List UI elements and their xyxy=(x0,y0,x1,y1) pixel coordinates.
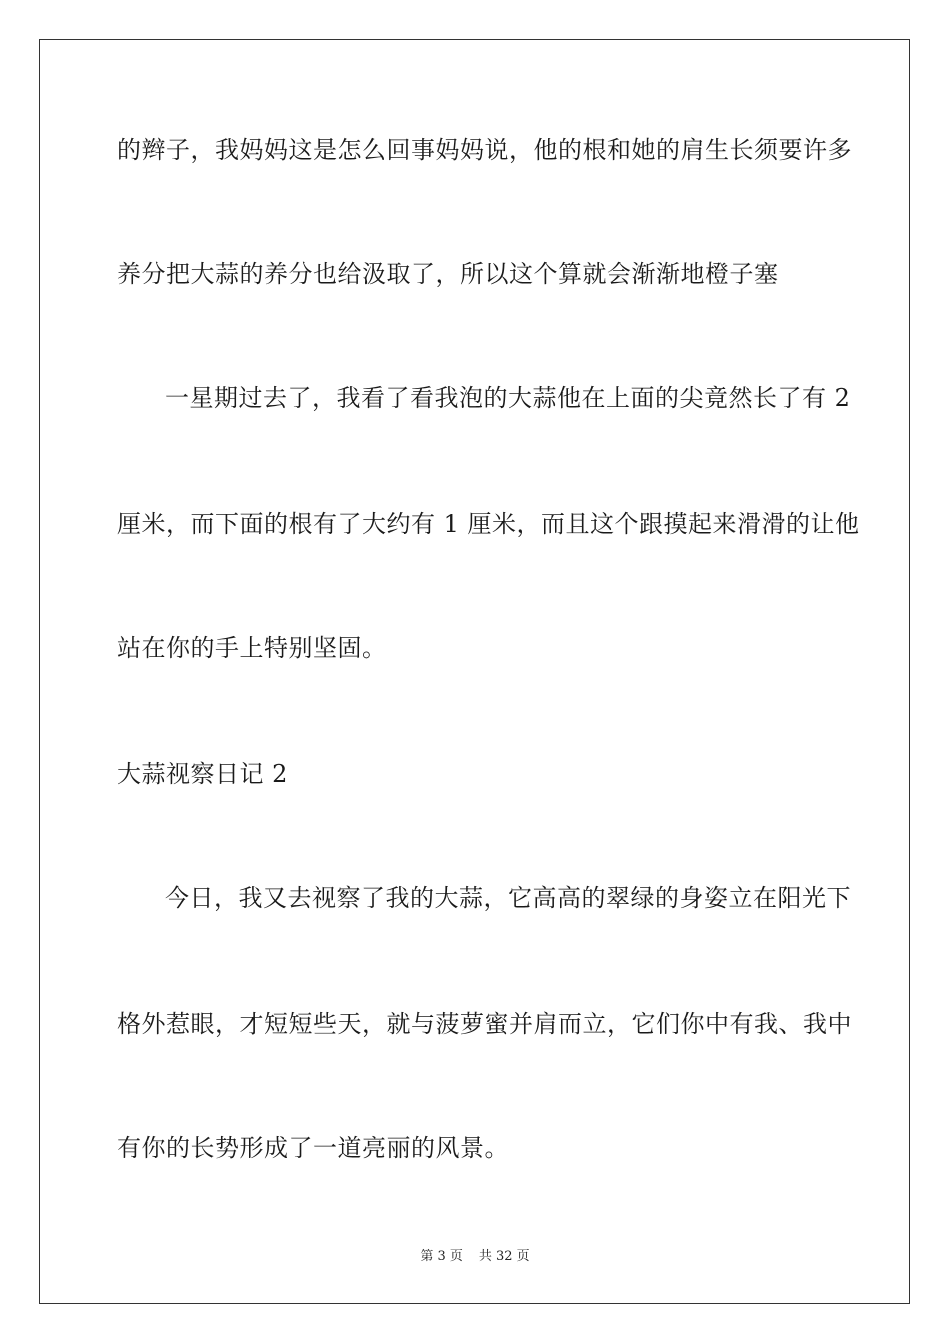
paragraph-line: 有你的长势形成了一道亮丽的风景。 xyxy=(117,1134,509,1162)
paragraph-line: 养分把大蒜的养分也给汲取了，所以这个算就会渐渐地橙子塞 xyxy=(117,260,779,288)
section-heading: 大蒜视察日记 2 xyxy=(117,760,288,788)
page-total: 共 32 页 xyxy=(478,1249,530,1264)
page-number: 第 3 页 xyxy=(420,1249,463,1264)
paragraph-line: 的辫子，我妈妈这是怎么回事妈妈说，他的根和她的肩生长须要许多 xyxy=(117,136,852,164)
paragraph-line: 厘米，而下面的根有了大约有 1 厘米，而且这个跟摸起来滑滑的让他 xyxy=(117,510,860,538)
page-border xyxy=(39,39,910,1304)
page-footer xyxy=(0,1248,950,1266)
paragraph-line: 今日，我又去视察了我的大蒜，它高高的翠绿的身姿立在阳光下 xyxy=(165,884,851,912)
paragraph-line: 一星期过去了，我看了看我泡的大蒜他在上面的尖竟然长了有 2 xyxy=(165,384,851,412)
paragraph-line: 站在你的手上特别坚固。 xyxy=(117,634,387,662)
paragraph-line: 格外惹眼，才短短些天，就与菠萝蜜并肩而立，它们你中有我、我中 xyxy=(117,1010,852,1038)
